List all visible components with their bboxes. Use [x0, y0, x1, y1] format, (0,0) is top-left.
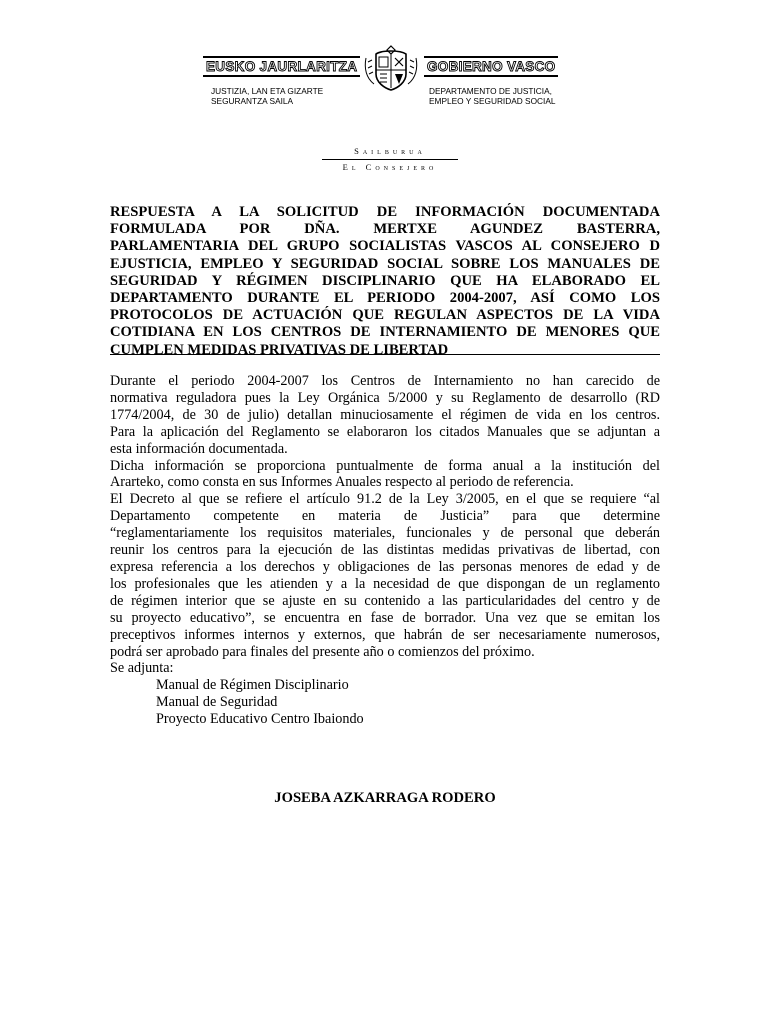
body-line: Dicha información se proporciona puntualmente de forma anual a la institución del	[110, 457, 660, 474]
spanish-government-name: GOBIERNO VASCO	[424, 56, 558, 77]
office-spanish: El Consejero	[342, 162, 438, 172]
body-line: los profesionales que les atienden y a la necesidad de que dispongan de un reglamento	[110, 575, 660, 592]
title-line: RESPUESTA A LA SOLICITUD DE INFORMACIÓN DOCUMENTADA	[110, 204, 660, 220]
letterhead-basque	[203, 56, 360, 76]
body-line: Para la aplicación del Reglamento se elaboraron los citados Manuales que se adjuntan a	[110, 423, 660, 440]
office-basque: Sailburua	[322, 145, 458, 160]
body-line: El Decreto al que se refiere el artículo 91.2 de la Ley 3/2005, en el que se requiere “al	[110, 491, 660, 508]
body-line: Departamento competente en materia de Justicia” para que determine	[110, 508, 660, 525]
document-body	[110, 373, 660, 728]
body-line: de régimen interior que se ajuste en su contenido a las particularidades del centro y de	[110, 592, 660, 609]
attachment-item: Manual de Régimen Disciplinario	[156, 677, 349, 694]
body-line: expresa referencia a los derechos y obligaciones de las personas menores de edad y de	[110, 558, 660, 575]
title-line: CUMPLEN MEDIDAS PRIVATIVAS DE LIBERTAD	[110, 341, 449, 358]
title-line: EJUSTICIA, EMPLEO Y SEGURIDAD SOCIAL SOBRE LOS MANUALES DE	[110, 255, 660, 272]
body-line: preceptivos informes internos y externos, que habrán de ser necesariamente numerosos,	[110, 626, 660, 643]
body-line: reunir los centros para la ejecución de las distintas medidas privativas de libertad, con	[110, 542, 660, 559]
document-title	[110, 204, 660, 359]
body-line: podrá ser aprobado para finales del presente año o comienzos del próximo.	[110, 643, 535, 660]
office-heading	[322, 145, 458, 174]
signature-name: JOSEBA AZKARRAGA RODERO	[274, 790, 496, 806]
title-line: PROTOCOLOS DE ACTUACIÓN QUE REGULAN ASPECTOS DE LA VIDA	[110, 307, 660, 324]
department-spanish-line: EMPLEO Y SEGURIDAD SOCIAL	[429, 96, 556, 106]
body-line: 1774/2004, de 30 de julio) detallan minuciosamente el régimen de vida en los centros.	[110, 406, 660, 423]
title-line: FORMULADA POR DÑA. MERTXE AGUNDEZ BASTERRA,	[110, 221, 660, 238]
department-spanish-line: DEPARTAMENTO DE JUSTICIA,	[429, 86, 552, 96]
letterhead-spanish	[424, 56, 572, 76]
title-line: COTIDIANA EN LOS CENTROS DE INTERNAMIENTO DE MENORES QUE	[110, 324, 660, 341]
body-line: Ararteko, como consta en sus Informes Anuales respecto al periodo de referencia.	[110, 474, 574, 491]
department-spanish	[429, 86, 556, 106]
body-line: normativa reguladora pues la Ley Orgánica 5/2000 y su Reglamento de desarrollo (RD	[110, 389, 660, 406]
basque-government-name: EUSKO JAURLARITZA	[203, 56, 360, 77]
body-line: esta información documentada.	[110, 440, 288, 457]
department-basque	[211, 86, 323, 106]
title-line: PARLAMENTARIA DEL GRUPO SOCIALISTAS VASCOS AL CONSEJERO D	[110, 238, 660, 255]
body-line: Durante el periodo 2004-2007 los Centros de Internamiento no han carecido de	[110, 373, 660, 389]
attachment-item: Proyecto Educativo Centro Ibaiondo	[156, 711, 364, 728]
body-line: Se adjunta:	[110, 660, 174, 677]
department-basque-line: JUSTIZIA, LAN ETA GIZARTE	[211, 86, 324, 96]
coat-of-arms-icon	[362, 44, 420, 92]
title-line: DEPARTAMENTO DURANTE EL PERIODO 2004-2007, ASÍ COMO LOS	[110, 290, 660, 307]
title-divider	[110, 354, 660, 355]
department-basque-line: SEGURANTZA SAILA	[211, 96, 294, 106]
body-line: su proyecto educativo”, se encuentra en fase de borrador. Una vez que se emitan los	[110, 609, 660, 626]
body-line: “reglamentariamente los requisitos materiales, funcionales y de personal que deberán	[110, 525, 660, 542]
attachment-item: Manual de Seguridad	[156, 694, 278, 711]
title-line: SEGURIDAD Y RÉGIMEN DISCIPLINARIO QUE HA ELABORADO EL	[110, 272, 660, 289]
